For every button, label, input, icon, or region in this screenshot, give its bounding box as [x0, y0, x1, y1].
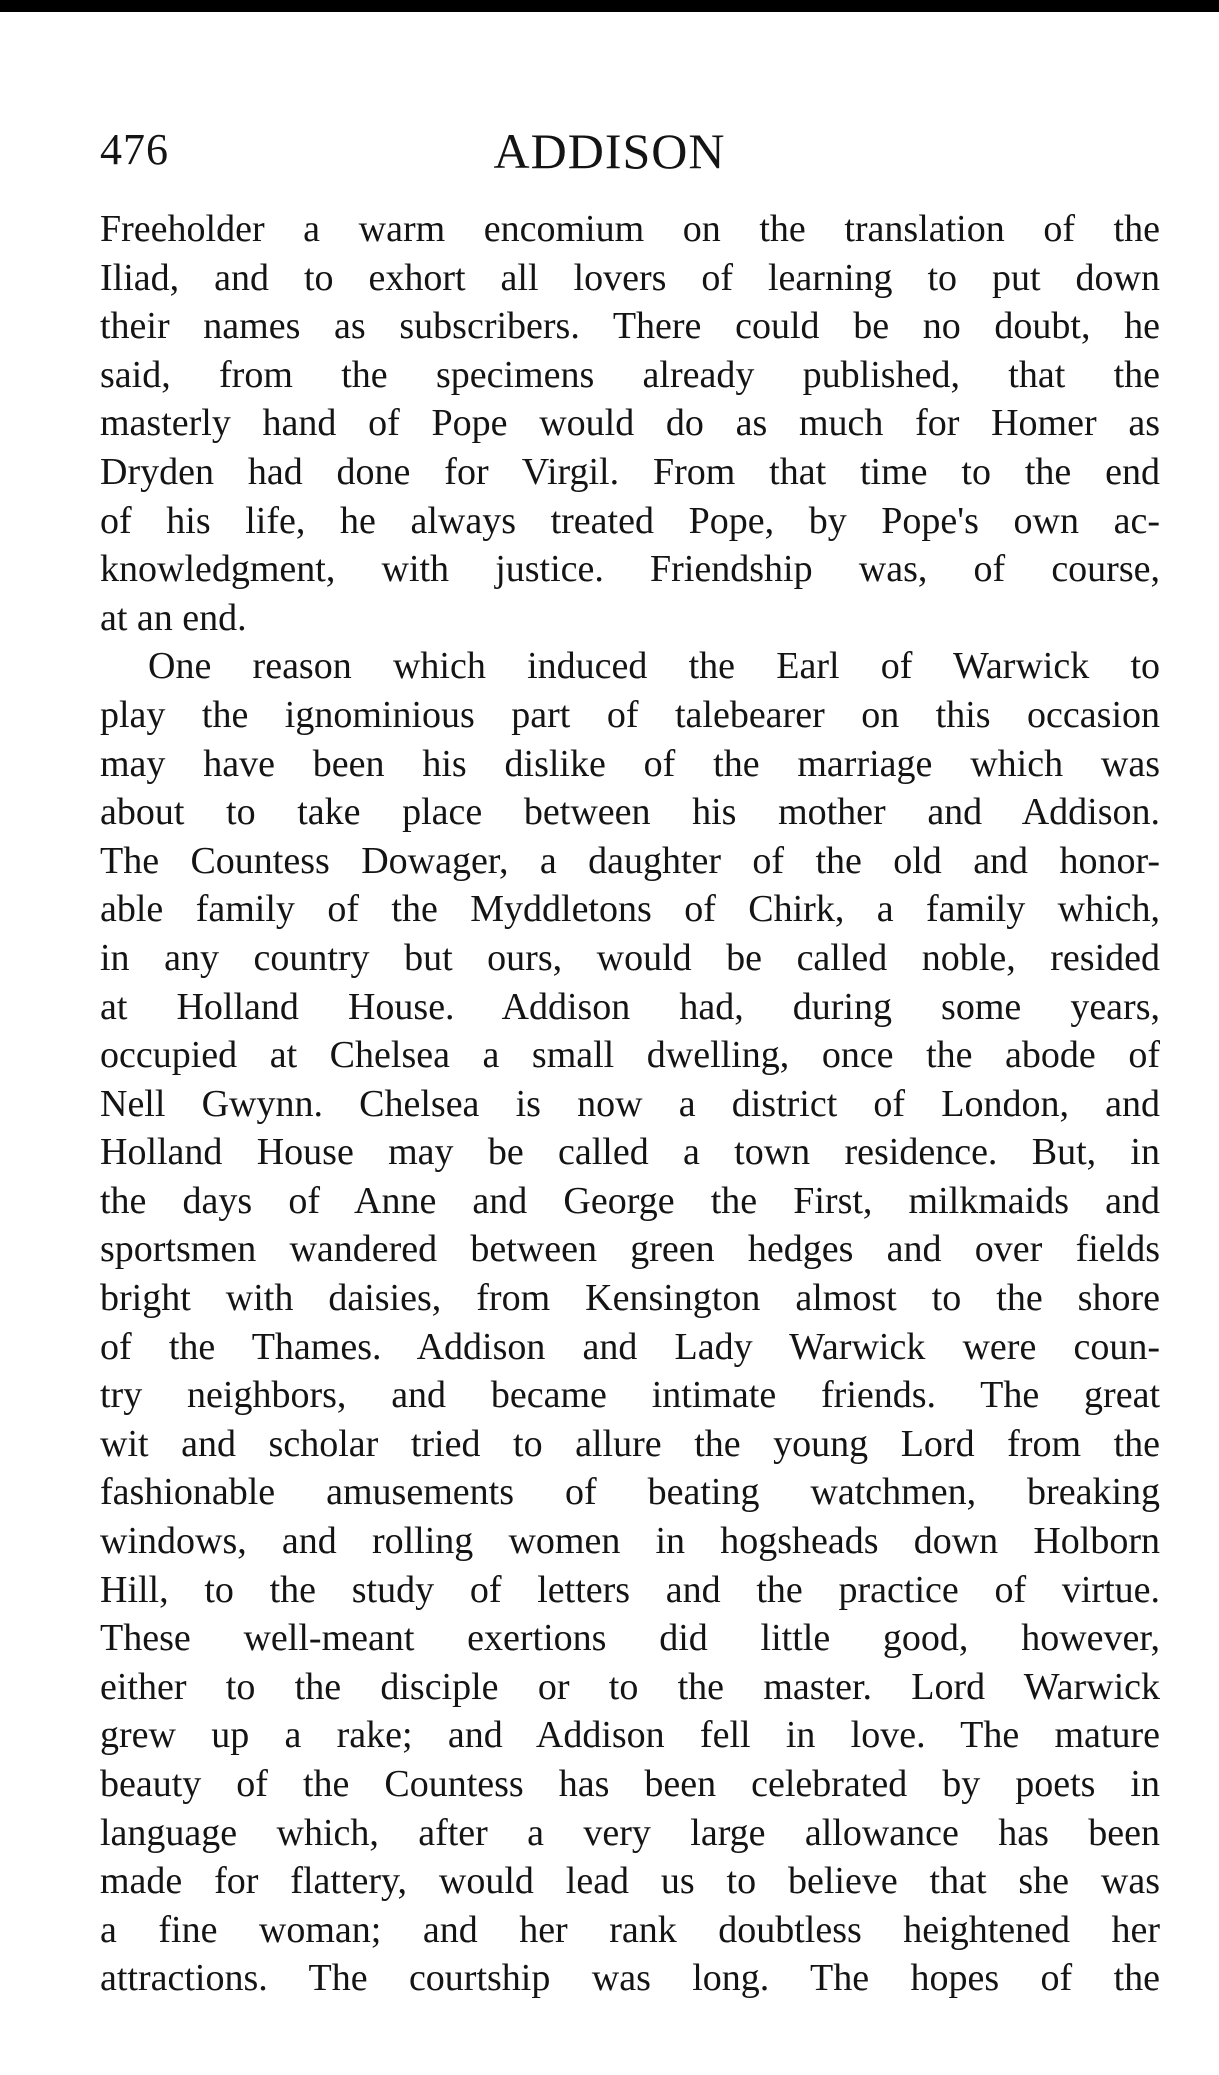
paragraph [100, 642, 1160, 2003]
text-line: grew up a rake; and Addison fell in love. The mature [100, 1714, 1160, 1757]
text-line: The Countess Dowager, a daughter of the old and honor- [100, 839, 1160, 882]
text-line: Holland House may be called a town residence. But, in [100, 1131, 1160, 1174]
text-line: sportsmen wandered between green hedges and over fields [100, 1228, 1160, 1271]
text-line: in any country but ours, would be called noble, resided [100, 936, 1160, 979]
text-line: language which, after a very large allowance has been [100, 1811, 1160, 1854]
body-text [100, 205, 1160, 2003]
text-line: a fine woman; and her rank doubtless heightened her [100, 1908, 1160, 1951]
text-line: of his life, he always treated Pope, by Pope's own ac- [100, 499, 1160, 542]
text-line: fashionable amusements of beating watchmen, breaking [100, 1471, 1160, 1514]
text-line: knowledgment, with justice. Friendship was, of course, [100, 548, 1160, 591]
text-line: at Holland House. Addison had, during some years, [100, 985, 1160, 1028]
text-line: play the ignominious part of talebearer on this occasion [100, 693, 1160, 736]
paragraph [100, 205, 1160, 642]
text-line: about to take place between his mother and Addison. [100, 791, 1160, 834]
text-line: Freeholder a warm encomium on the translation of the [100, 208, 1160, 250]
text-line: Nell Gwynn. Chelsea is now a district of London, and [100, 1082, 1160, 1125]
text-line: try neighbors, and became intimate friends. The great [100, 1374, 1160, 1417]
text-line: One reason which induced the Earl of Warwick to [148, 645, 1160, 688]
text-line: These well-meant exertions did little good, however, [100, 1617, 1160, 1660]
page-number: 476 [100, 125, 169, 174]
text-line: may have been his dislike of the marriage which was [100, 742, 1160, 785]
text-line: said, from the specimens already published, that the [100, 353, 1160, 396]
text-line: of the Thames. Addison and Lady Warwick were coun- [100, 1325, 1160, 1368]
text-line: bright with daisies, from Kensington almost to the shore [100, 1277, 1160, 1320]
text-line: able family of the Myddletons of Chirk, a family which, [100, 888, 1160, 931]
text-line: made for flattery, would lead us to believe that she was [100, 1860, 1160, 1903]
text-line: masterly hand of Pope would do as much for Homer as [100, 402, 1160, 445]
text-line: attractions. The courtship was long. The hopes of the [100, 1957, 1160, 2000]
running-title: ADDISON [493, 123, 726, 179]
text-line: beauty of the Countess has been celebrated by poets in [100, 1763, 1160, 1805]
text-line: their names as subscribers. There could be no doubt, he [100, 305, 1160, 348]
text-line: occupied at Chelsea a small dwelling, once the abode of [100, 1034, 1160, 1077]
text-line: the days of Anne and George the First, milkmaids and [100, 1179, 1160, 1222]
text-line: wit and scholar tried to allure the young Lord from the [100, 1422, 1160, 1465]
text-line: windows, and rolling women in hogsheads down Holborn [100, 1520, 1160, 1563]
text-line: Hill, to the study of letters and the practice of virtue. [100, 1568, 1160, 1611]
top-border-rule [0, 0, 1219, 12]
text-line: Iliad, and to exhort all lovers of learning to put down [100, 256, 1160, 299]
text-line: either to the disciple or to the master. Lord Warwick [100, 1665, 1160, 1708]
text-line: Dryden had done for Virgil. From that time to the end [100, 450, 1160, 493]
text-line: at an end. [100, 596, 247, 639]
